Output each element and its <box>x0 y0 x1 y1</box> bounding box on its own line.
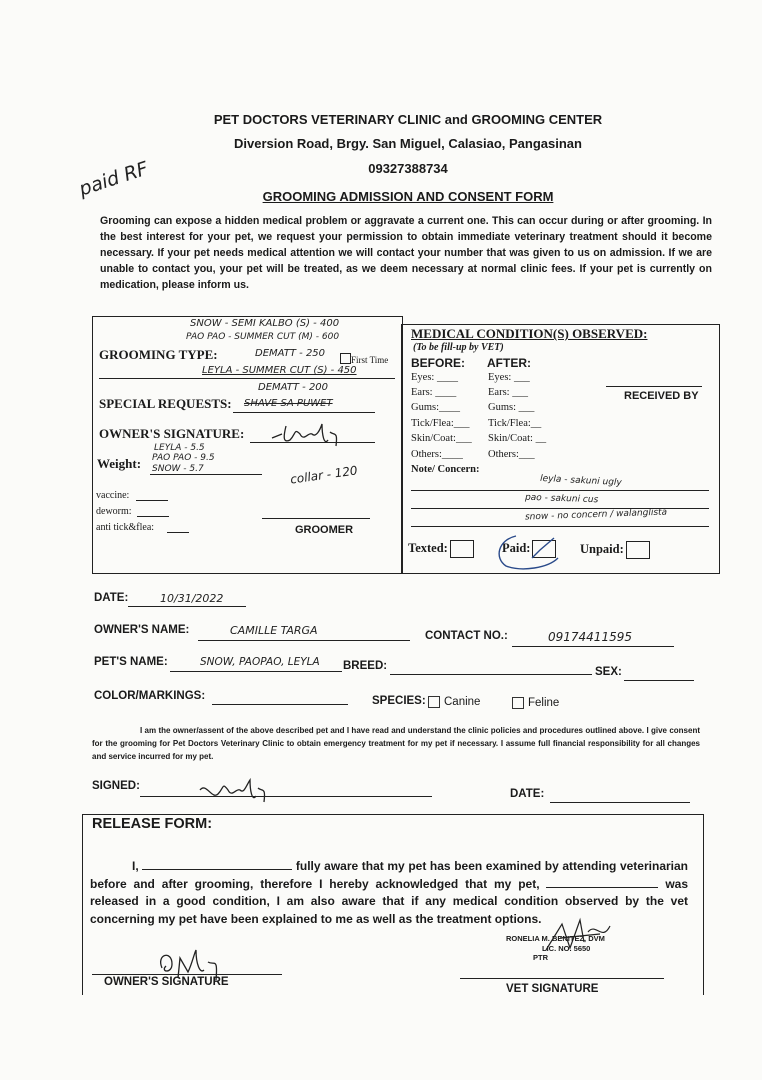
note-line-1 <box>411 490 709 491</box>
unpaid-label: Unpaid: <box>580 541 624 556</box>
contact-value: 09174411595 <box>548 630 632 644</box>
before-ears-label: Ears: <box>411 387 433 398</box>
weight-entry-1: LEYLA - 5.5 <box>154 443 205 453</box>
feline-checkbox[interactable] <box>512 697 524 709</box>
after-gums: Gums: ___ <box>488 402 535 413</box>
owner-release-signature-label: OWNER'S SIGNATURE <box>104 976 229 988</box>
before-gums-label: Gums: <box>411 402 440 413</box>
feline-option[interactable] <box>512 697 559 709</box>
groomer-label: GROOMER <box>295 524 354 536</box>
pet-name-line <box>170 671 342 672</box>
color-markings-label: COLOR/MARKINGS: <box>94 690 206 702</box>
after-gums-label: Gums: <box>488 402 517 413</box>
vet-stamp-line-1: RONELIA M. BENITEZ, DVM <box>506 934 605 943</box>
texted-checkbox[interactable] <box>450 540 474 558</box>
canine-checkbox[interactable] <box>428 696 440 708</box>
first-time-checkbox[interactable] <box>340 353 351 364</box>
owner-release-signature-line <box>92 974 282 975</box>
owner-name-line <box>198 640 410 641</box>
after-tick: Tick/Flea:__ <box>488 418 542 429</box>
breed-label: BREED: <box>343 660 388 672</box>
paid-label: Paid: <box>502 540 531 555</box>
grooming-entry-2: PAO PAO - SUMMER CUT (M) - 600 <box>186 332 340 342</box>
signed-date-label: DATE: <box>510 788 545 800</box>
signed-date-line <box>550 802 690 803</box>
clinic-name: PET DOCTORS VETERINARY CLINIC and GROOMING CENTER <box>213 112 603 127</box>
contact-line <box>512 646 674 647</box>
release-i: I, <box>132 859 139 873</box>
anti-tick-label: anti tick&flea: <box>96 522 155 533</box>
form-title: GROOMING ADMISSION AND CONSENT FORM <box>262 189 554 204</box>
sex-line <box>624 680 694 681</box>
owner-signature-scribble <box>270 420 350 450</box>
medical-condition-title: MEDICAL CONDITION(S) OBSERVED: <box>411 326 648 341</box>
special-requests-line <box>233 412 375 413</box>
species-label: SPECIES: <box>372 695 426 707</box>
collar-note: collar - 120 <box>289 463 359 487</box>
signed-line <box>140 796 432 797</box>
canine-label: Canine <box>444 696 481 709</box>
before-ears: Ears: ____ <box>411 387 457 398</box>
before-eyes-label: Eyes: <box>411 372 435 383</box>
before-skin-label: Skin/Coat: <box>411 433 456 444</box>
consent-paragraph: I am the owner/assent of the above described pet and I have read and understand the clinic policies and procedures outlined above. I give consent for the grooming for Pet Doctors Veterinary Clinic to obtain emergency treatment for my pet if necessary. I assume full financial responsibility for all changes and service incurred for my pet. <box>92 726 700 761</box>
note-pao: pao - sakuni cus <box>524 492 599 506</box>
weight-entry-2: PAO PAO - 9.5 <box>152 453 215 463</box>
first-time-label: First Time <box>351 355 389 365</box>
unpaid-checkbox[interactable] <box>626 541 650 559</box>
release-text-part2: fully aware that my pet has been examined by attending veterinarian before and after grooming, therefore I hereby acknowledged that my pet, <box>90 859 688 891</box>
before-eyes: Eyes: ____ <box>411 372 458 383</box>
deworm-line <box>137 516 169 517</box>
before-gums: Gums:____ <box>411 402 461 413</box>
clinic-phone: 09327388734 <box>368 161 448 176</box>
intro-paragraph: Grooming can expose a hidden medical problem or aggravate a current one. This can occur during or after grooming. In the best interest for your pet, we request your permission to obtain immediate veterinary treatment should it become necessary. If your pet needs medical attention we will contact your number that was given to us on admission. If we are unable to contact you, your pet will be treated, as we deem necessary at normal clinic fees. If your pet is currently on medication, please inform us. <box>100 215 712 291</box>
vaccine-label: vaccine: <box>96 490 130 501</box>
release-form-title: RELEASE FORM: <box>92 816 213 832</box>
before-skin: Skin/Coat:___ <box>411 433 472 444</box>
vet-stamp-line-2: LIC. NO. 5650 <box>542 944 591 953</box>
signed-signature-scribble <box>196 776 276 806</box>
deworm-label: deworm: <box>96 506 132 517</box>
weight-line <box>150 474 262 475</box>
special-requests-label: SPECIAL REQUESTS: <box>99 396 232 411</box>
after-skin: Skin/Coat: __ <box>488 433 547 444</box>
texted-label: Texted: <box>408 540 448 555</box>
sex-label: SEX: <box>595 666 622 678</box>
grooming-entry-5: DEMATT - 200 <box>258 382 329 393</box>
date-value: 10/31/2022 <box>160 592 224 605</box>
canine-option[interactable] <box>428 696 480 708</box>
after-others: Others:___ <box>488 449 535 460</box>
note-snow: snow - no concern / walanglista <box>524 507 668 523</box>
handwritten-paid-note: paid RF <box>76 157 151 201</box>
before-tick-label: Tick/Flea: <box>411 418 454 429</box>
pet-name-value: SNOW, PAOPAO, LEYLA <box>200 656 320 668</box>
date-line <box>128 606 246 607</box>
color-markings-line <box>212 704 348 705</box>
after-eyes: Eyes: ___ <box>488 372 530 383</box>
clinic-address: Diversion Road, Brgy. San Miguel, Calasiao, Pangasinan <box>234 136 582 151</box>
after-tick-label: Tick/Flea: <box>488 418 531 429</box>
vet-stamp-line-3: PTR <box>533 953 548 962</box>
vet-signature-line <box>460 978 664 979</box>
before-others: Others:____ <box>411 449 463 460</box>
owner-signature-label: OWNER'S SIGNATURE: <box>99 426 245 441</box>
vaccine-line <box>136 500 168 501</box>
vet-signature-label: VET SIGNATURE <box>506 983 599 995</box>
release-text-part3: was released in a good condition, I am also aware that if any medical condition observed by the vet concerning my pet have been explained to me as well as the treatment options. <box>90 876 689 926</box>
note-leyla: leyla - sakuni ugly <box>539 473 622 489</box>
before-label: BEFORE: <box>411 356 465 370</box>
weight-label: Weight: <box>97 456 142 471</box>
signed-label: SIGNED: <box>92 780 140 792</box>
grooming-line <box>99 378 395 379</box>
grooming-entry-3: DEMATT - 250 <box>255 348 326 359</box>
unpaid-field[interactable] <box>580 541 650 559</box>
anti-tick-line <box>167 532 189 533</box>
after-ears: Ears: ___ <box>488 387 528 398</box>
note-concern-label: Note/ Concern: <box>411 464 480 475</box>
owner-signature-line <box>250 442 375 443</box>
after-skin-label: Skin/Coat: <box>488 433 533 444</box>
paid-circle-mark <box>492 528 564 572</box>
after-label: AFTER: <box>487 356 531 370</box>
grooming-entry-1: SNOW - SEMI KALBO (S) - 400 <box>190 318 340 329</box>
grooming-entry-4: LEYLA - SUMMER CUT (S) - 450 <box>202 365 357 376</box>
received-by-line <box>606 386 702 387</box>
special-requests-value: SHAVE SA PUWET <box>244 398 333 409</box>
contact-label: CONTACT NO.: <box>425 630 508 642</box>
note-line-3 <box>411 526 709 527</box>
vet-fill-note: (To be fill-up by VET) <box>413 342 504 353</box>
before-tick: Tick/Flea:___ <box>411 418 470 429</box>
vet-signature-scribble <box>540 912 620 956</box>
owner-name-label: OWNER'S NAME: <box>94 624 190 636</box>
after-others-label: Others: <box>488 449 519 460</box>
received-by-label: RECEIVED BY <box>624 390 699 402</box>
after-ears-label: Ears: <box>488 387 510 398</box>
grooming-type-label: GROOMING TYPE: <box>99 347 218 362</box>
pet-name-label: PET'S NAME: <box>94 656 168 668</box>
groomer-line <box>262 518 370 519</box>
owner-name-value: CAMILLE TARGA <box>230 624 318 637</box>
feline-label: Feline <box>528 697 560 710</box>
texted-field[interactable] <box>408 540 474 558</box>
before-others-label: Others: <box>411 449 442 460</box>
weight-entry-3: SNOW - 5.7 <box>152 464 204 474</box>
after-eyes-label: Eyes: <box>488 372 512 383</box>
date-label: DATE: <box>94 592 129 604</box>
breed-line <box>390 674 592 675</box>
